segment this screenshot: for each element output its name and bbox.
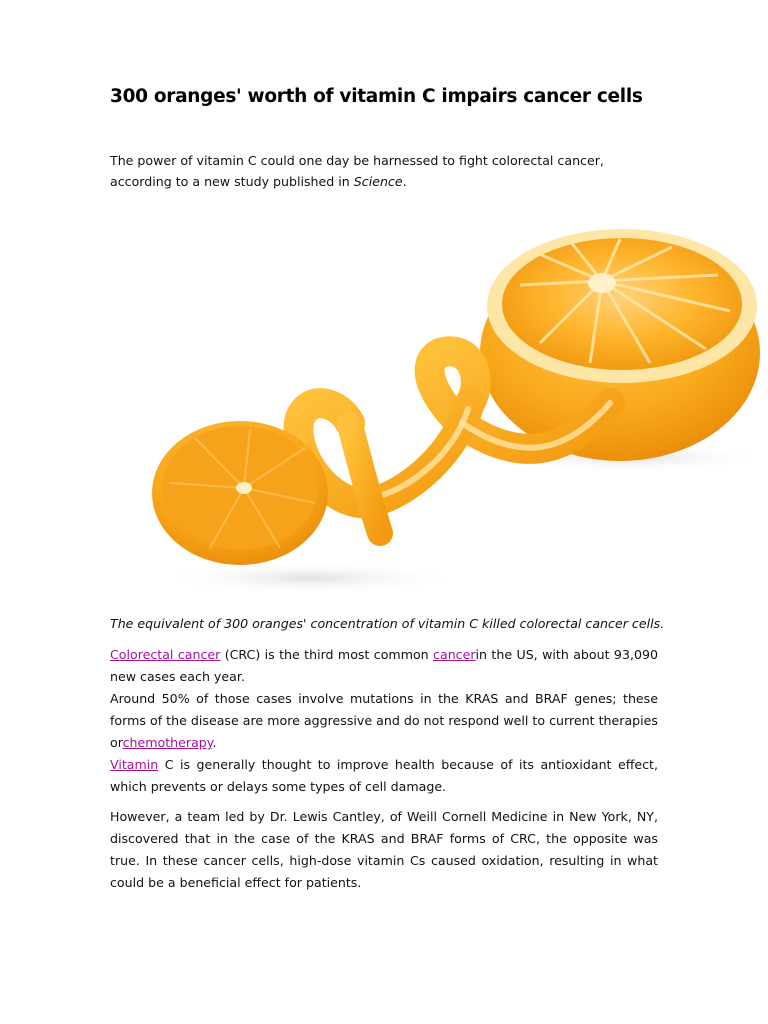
article-title: 300 oranges' worth of vitamin C impairs cancer cells [110,86,643,107]
link-chemotherapy[interactable]: chemotherapy [122,735,213,750]
intro-end: . [402,174,407,189]
paragraph-text: C is generally thought to improve health because of its antioxidant effect, which prevents or delays some types of cell damage. [110,757,658,794]
paragraph-text: in the US, with about 93,090 new cases each year. [110,647,658,684]
paragraph-mutations [110,688,658,754]
intro-paragraph [110,150,662,192]
journal-name: Science [353,174,403,189]
intro-text: The power of vitamin C could one day be harnessed to fight colorectal cancer, according to a new study published in [110,153,604,189]
orange-half-right [480,229,760,461]
image-caption: The equivalent of 300 oranges' concentration of vitamin C killed colorectal cancer cells. [110,616,665,631]
peeled-orange-left [152,421,328,565]
ground-shadow-left [160,562,460,594]
peeled-orange-image [140,203,768,598]
paragraph-cantley: However, a team led by Dr. Lewis Cantley, of Weill Cornell Medicine in New York, NY, discovered that in the case of the KRAS and BRAF forms of CRC, the opposite was true. In these cancer cells, high-dose vitamin Cs caused oxidation, resulting in what could be a beneficial effect for patients. [110,809,658,890]
link-vitamin[interactable]: Vitamin [110,757,159,772]
link-cancer[interactable]: cancer [433,647,476,662]
link-colorectal-cancer[interactable]: Colorectal cancer [110,647,221,662]
paragraph-vitamin [110,754,658,798]
article-body [110,644,658,894]
paragraph-text: Around 50% of those cases involve mutations in the KRAS and BRAF genes; these forms of the disease are more aggressive and do not respond well to current therapies or [110,691,658,750]
paragraph-crc [110,644,658,688]
paragraph-text: . [212,735,217,750]
paragraph-text: (CRC) is the third most common [220,647,434,662]
